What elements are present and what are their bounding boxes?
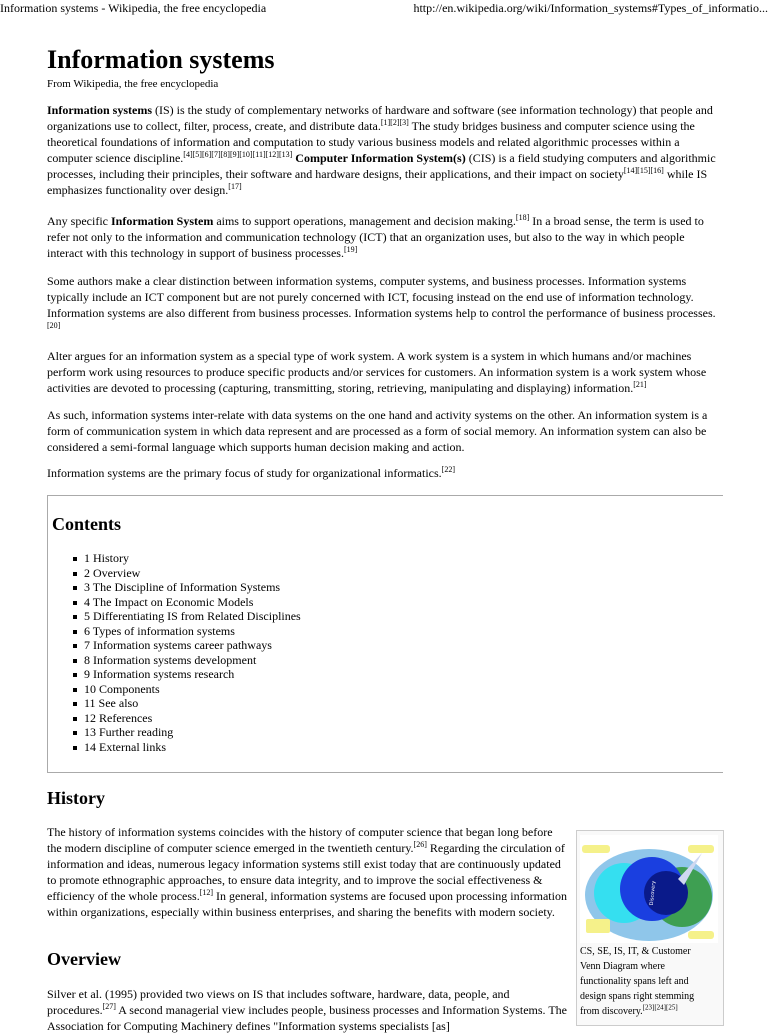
citation-link[interactable]: [1][2][3] bbox=[380, 118, 409, 127]
text: Alter argues for an information system as a special type of work system. A work system is a system in which humans and/or machines perform work using resources to produce specific products and/or services for customers. An information system is a work system whose activities are devoted to processing (capturing, transmitting, storing, retrieving, manipulating and displaying) information. bbox=[47, 349, 707, 395]
citation-link[interactable]: [22] bbox=[441, 465, 455, 474]
toc-item[interactable]: 2 Overview bbox=[72, 566, 301, 581]
text: In a broad sense, the term is used to refer not only to the information and communication technology (ICT) that an organization uses, but also to the way in which people interact with this technology in support of business processes. bbox=[47, 214, 704, 260]
citation-link[interactable]: [23][24][25] bbox=[642, 1003, 678, 1012]
text: aims to support operations, management and decision making. bbox=[213, 214, 516, 228]
toc-item[interactable]: 3 The Discipline of Information Systems bbox=[72, 580, 301, 595]
venn-center-label: Discovery bbox=[648, 880, 658, 906]
history-paragraph bbox=[47, 824, 567, 920]
citation-link[interactable]: [20] bbox=[47, 321, 61, 330]
toc-heading: Contents bbox=[52, 514, 122, 534]
citation-link[interactable]: [21] bbox=[633, 380, 647, 389]
bold-term-cis: Computer Information System(s) bbox=[292, 151, 466, 165]
citation-link[interactable]: [17] bbox=[228, 182, 242, 191]
figure-caption bbox=[580, 944, 710, 1019]
venn-tag bbox=[688, 931, 714, 939]
bold-term-information-systems: Information systems bbox=[47, 103, 152, 117]
print-header-url[interactable]: http://en.wikipedia.org/wiki/Information_systems#Types_of_informatio... bbox=[413, 1, 768, 15]
overview-paragraph bbox=[47, 986, 567, 1034]
text: In general, information systems are focused upon processing information within organizations, especially within business enterprises, and sharing the benefits with modern society. bbox=[47, 889, 567, 919]
intro-paragraph-4 bbox=[47, 348, 721, 396]
toc-item[interactable]: 7 Information systems career pathways bbox=[72, 638, 301, 653]
citation-link[interactable]: [19] bbox=[343, 245, 358, 254]
text: Some authors make a clear distinction between information systems, computer systems, and business processes. Information systems typically include an ICT component but are not purely concerned with ICT, focusing instead on the end use of information technology. Information systems are also different from business processes. Information systems help to control the performance of business processes. bbox=[47, 274, 716, 320]
intro-paragraph-3 bbox=[47, 273, 721, 337]
page-title: Information systems bbox=[47, 45, 275, 74]
venn-tag bbox=[688, 845, 714, 853]
toc-item[interactable]: 10 Components bbox=[72, 682, 301, 697]
toc-item[interactable]: 9 Information systems research bbox=[72, 667, 301, 682]
venn-tag bbox=[586, 919, 610, 933]
citation-link[interactable]: [18] bbox=[515, 213, 530, 222]
citation-link[interactable]: [12] bbox=[199, 888, 214, 897]
table-of-contents bbox=[47, 495, 723, 773]
section-heading-overview: Overview bbox=[47, 949, 121, 969]
toc-list bbox=[72, 551, 301, 754]
text: The study bridges business and computer science using the theoretical foundations of information and computation to study various business models and related algorithmic processes within a computer science discipline. bbox=[47, 119, 695, 165]
figure-thumbnail bbox=[576, 830, 724, 1026]
text: Any specific bbox=[47, 214, 111, 228]
toc-item[interactable]: 13 Further reading bbox=[72, 725, 301, 740]
text: A second managerial view includes people, business processes and Information Systems. The Association for Computing Machinery defines "Information systems specialists [as] bbox=[47, 1003, 567, 1033]
toc-item[interactable]: 11 See also bbox=[72, 696, 301, 711]
toc-item[interactable]: 14 External links bbox=[72, 740, 301, 755]
venn-diagram-image[interactable] bbox=[580, 835, 718, 943]
toc-item[interactable]: 4 The Impact on Economic Models bbox=[72, 595, 301, 610]
toc-item[interactable]: 5 Differentiating IS from Related Disciplines bbox=[72, 609, 301, 624]
venn-tag bbox=[582, 845, 610, 853]
toc-item[interactable]: 1 History bbox=[72, 551, 301, 566]
toc-item[interactable]: 6 Types of information systems bbox=[72, 624, 301, 639]
citation-link[interactable]: [27] bbox=[102, 1002, 116, 1011]
toc-item[interactable]: 8 Information systems development bbox=[72, 653, 301, 668]
text: Information systems are the primary focus of study for organizational informatics. bbox=[47, 466, 442, 480]
bold-term-information-system: Information System bbox=[110, 214, 214, 228]
intro-paragraph-2 bbox=[47, 213, 721, 261]
text: while IS emphasizes functionality over design. bbox=[47, 167, 708, 197]
text: Silver et al. (1995) provided two views on IS that includes software, hardware, data, people, and procedures. bbox=[47, 987, 510, 1017]
section-heading-history: History bbox=[47, 788, 105, 808]
citation-link[interactable]: [14][15][16] bbox=[623, 166, 664, 175]
print-header bbox=[0, 0, 768, 18]
intro-paragraph-1 bbox=[47, 102, 721, 198]
text: The history of information systems coincides with the history of computer science that began long before the modern discipline of computer science emerged in the twentieth century. bbox=[47, 825, 553, 855]
text: Regarding the circulation of information and ideas, numerous legacy information systems still exist today that are continuously updated to promote ethnographic approaches, to ensure data integrity, and to improve the social effectiveness & efficiency of the whole process. bbox=[47, 841, 565, 903]
text: (IS) is the study of complementary networks of hardware and software (see information technology) that people and organizations use to collect, filter, process, create, and distribute data. bbox=[47, 103, 713, 133]
text: (CIS) is a field studying computers and algorithmic processes, including their principles, their software and hardware designs, their applications, and their impact on society bbox=[47, 151, 716, 181]
citation-link[interactable]: [26] bbox=[413, 840, 427, 849]
intro-paragraph-5 bbox=[47, 407, 721, 455]
text: As such, information systems inter-relate with data systems on the one hand and activity systems on the other. An information system is a form of communication system in which data represent and are processed as a form of social memory. An information system can also be considered a semi-formal language which supports human decision making and action. bbox=[47, 408, 708, 454]
page-subtitle: From Wikipedia, the free encyclopedia bbox=[47, 78, 219, 90]
caption-text: CS, SE, IS, IT, & Customer Venn Diagram where functionality spans left and design spans right stemming from discovery. bbox=[580, 946, 695, 1017]
toc-item[interactable]: 12 References bbox=[72, 711, 301, 726]
citation-link[interactable]: [4][5][6][7][8][9][10][11][12][13] bbox=[183, 150, 293, 159]
print-header-title: Information systems - Wikipedia, the free encyclopedia bbox=[0, 1, 267, 15]
intro-paragraph-6 bbox=[47, 465, 721, 481]
